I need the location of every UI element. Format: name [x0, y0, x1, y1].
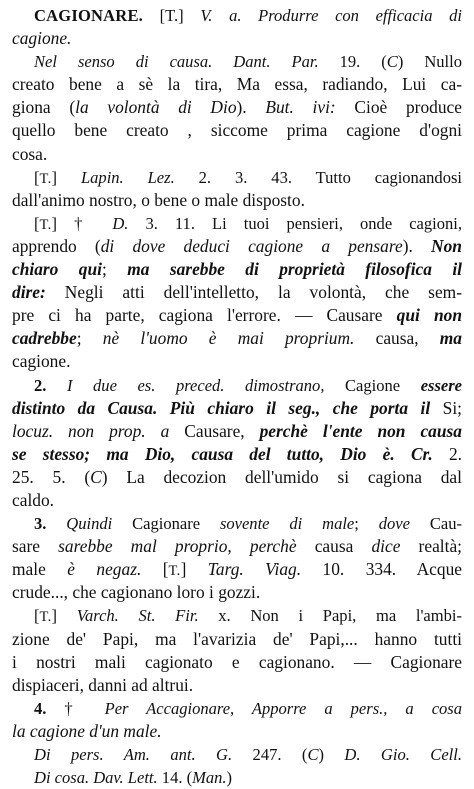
text-run: causa: [296, 536, 372, 557]
entry-line: [12, 4, 462, 27]
text-run: 2. 3. 43. Tutto cagionandosi: [174, 167, 462, 187]
entry-line: [12, 651, 462, 674]
text-run: 3. 11. Li tuoi pensieri, onde cagioni,: [128, 213, 462, 233]
text-run: Per Accagionare, Apporre a pers., a cosa: [104, 698, 463, 718]
text-run: dall'animo nostro, o bene o male disposto.: [12, 189, 305, 210]
text-run: ma sarebbe di proprietà filosofica il: [127, 259, 463, 280]
entry-line: [12, 235, 462, 258]
entry-line: [12, 119, 462, 142]
entry-line: [12, 96, 462, 119]
text-run: D. Gio. Cell.: [344, 745, 462, 764]
entry-line: [12, 535, 462, 558]
text-run: crude..., che cagionano loro i gozzi.: [12, 582, 261, 603]
text-run: dispiaceri, danni ad altrui.: [12, 674, 194, 695]
text-run: sovente di male: [219, 514, 355, 534]
entry-line: [12, 166, 462, 189]
text-run: Varch. St. Fir.: [76, 606, 199, 626]
text-run: ) La decozion dell'umido si cagiona dal: [101, 466, 462, 487]
text-run: 2.: [34, 375, 67, 395]
text-run: 3.: [34, 514, 67, 534]
entry-line: [12, 189, 462, 212]
entry-line: [12, 50, 462, 73]
entry-line: [12, 628, 462, 651]
text-run: T.: [168, 563, 181, 580]
text-run: se stesso; ma Dio, causa del tutto, Dio è. Cr.: [12, 443, 433, 464]
text-run: i nostri mali cagionato e cagionano. — Cagionare: [12, 651, 462, 672]
entry-line: [12, 697, 462, 720]
text-run: C: [90, 466, 102, 487]
text-run: Di cosa. Dav. Lett.: [34, 768, 158, 788]
text-run: dire:: [12, 282, 46, 303]
text-run: ] †: [51, 213, 113, 233]
entry-line: [12, 143, 462, 166]
text-run: caldo.: [12, 489, 55, 510]
text-run: Cau-: [409, 514, 463, 534]
entry-line: [12, 350, 462, 373]
text-run: perchè l'ente non causa: [259, 420, 462, 441]
text-run: Non: [431, 235, 462, 256]
text-run: distinto da Causa.: [12, 397, 158, 418]
text-run: Nel senso di causa. Dant. Par.: [34, 52, 319, 72]
entry-line: [12, 512, 462, 535]
text-run: pre ci ha parte, cagiona l'errore. — Causare: [12, 305, 397, 326]
text-run: qui non: [396, 305, 462, 326]
text-run: sarebbe mal proprio, perchè: [58, 536, 297, 557]
text-run: ]: [180, 559, 208, 580]
entry-line: [12, 466, 462, 489]
entry-line: [12, 558, 462, 581]
text-run: C: [307, 745, 319, 764]
text-run: Man.: [192, 768, 227, 788]
entry-line: [12, 374, 462, 397]
text-run: di dove deduci cagione a pensare: [100, 235, 403, 256]
text-run: dice: [371, 536, 401, 557]
text-run: cagione.: [12, 351, 71, 372]
text-run: 25. 5. (: [12, 466, 91, 487]
headword: CAGIONARE.: [34, 6, 144, 25]
text-run: 4.: [34, 698, 65, 718]
entry-line: [12, 489, 462, 512]
entry-line: [12, 720, 462, 743]
entry-line: [12, 766, 462, 789]
text-run: cosa.: [12, 143, 48, 164]
text-run: 2.: [432, 443, 463, 464]
text-run: apprendo (: [12, 235, 101, 256]
text-run: ).: [402, 235, 432, 256]
entry-line: [12, 304, 462, 327]
entry-line: [12, 397, 462, 420]
text-run: 10. 334. Acque: [301, 559, 462, 580]
text-run: Targ. Viag.: [207, 559, 302, 580]
text-run: la cagione d'un male.: [12, 720, 162, 741]
text-run: creato bene a sè la tira, Ma essa, radiando, Lui ca-: [12, 74, 462, 95]
text-run: 19. (: [318, 52, 387, 72]
text-run: T.: [39, 609, 52, 626]
text-run: giona (: [12, 97, 76, 118]
text-run: ma: [439, 328, 463, 349]
entry-line: [12, 443, 462, 466]
text-run: Negli atti dell'intelletto, la volontà, che sem-: [45, 282, 462, 303]
text-run: [: [34, 213, 40, 233]
text-run: ): [318, 745, 345, 764]
text-run: [: [34, 167, 40, 187]
text-run: C: [386, 52, 398, 72]
entry-line: [12, 604, 462, 627]
text-run: cagione.: [12, 28, 72, 49]
text-run: †: [64, 698, 105, 718]
text-run: causa,: [354, 328, 440, 349]
entry-line: [12, 281, 462, 304]
entry-line: [12, 212, 462, 235]
text-run: T.: [39, 170, 52, 187]
text-run: Quindi: [66, 514, 113, 534]
text-run: locuz. non prop. a: [12, 420, 170, 441]
text-run: V. a. Produrre con efficacia di: [200, 6, 463, 25]
text-run: nè l'uomo è mai proprium.: [102, 328, 355, 349]
entry-line: [12, 27, 462, 50]
text-run: x. Non i Papi, ma l'ambi-: [198, 606, 462, 626]
text-run: ]: [51, 606, 77, 626]
text-run: ;: [101, 259, 128, 280]
text-run: cadrebbe: [12, 328, 77, 349]
text-run: Di pers. Am. ant. G.: [34, 745, 233, 764]
entry-line: [12, 258, 462, 281]
text-run: Lapin. Lez.: [80, 167, 175, 187]
text-run: dove: [378, 514, 410, 534]
text-run: chiaro qui: [12, 259, 102, 280]
text-run: T.: [39, 216, 52, 233]
text-run: 14. (: [157, 768, 193, 788]
text-run: la volontà di Dio: [75, 97, 237, 118]
entry-line: [12, 420, 462, 443]
text-run: è negaz.: [67, 559, 142, 580]
text-run: essere: [420, 375, 463, 395]
text-run: [: [34, 606, 40, 626]
text-run: ) Nullo: [397, 52, 462, 72]
text-run: Si;: [430, 397, 462, 418]
text-run: ;: [76, 328, 103, 349]
entry-line: [12, 581, 462, 604]
text-run: Causare,: [169, 420, 260, 441]
text-run: I due es. preced. dimostrano,: [66, 375, 325, 395]
text-run: quello bene creato , siccome prima cagione d'ogni: [12, 120, 462, 141]
text-run: [: [141, 559, 169, 580]
text-run: Cioè produce: [335, 97, 462, 118]
entry-line: [12, 743, 462, 766]
text-run: realtà;: [400, 536, 462, 557]
entry-line: [12, 327, 462, 350]
text-run: sare: [12, 536, 59, 557]
text-run: Più chiaro il seg., che porta il: [169, 397, 431, 418]
text-run: But. ivi:: [265, 97, 336, 118]
text-run: male: [12, 559, 68, 580]
text-run: Cagionare: [112, 514, 220, 534]
text-run: [157, 398, 169, 418]
entry-line: [12, 73, 462, 96]
text-run: D.: [112, 213, 129, 233]
text-run: ;: [354, 514, 379, 534]
text-run: 247. (: [232, 745, 308, 764]
text-run: [T.]: [143, 6, 201, 25]
text-run: ]: [51, 167, 81, 187]
text-run: Cagione: [324, 375, 421, 395]
text-run: ): [226, 768, 233, 788]
text-run: ).: [236, 97, 266, 118]
entry-line: [12, 674, 462, 697]
text-run: zione de' Papi, ma l'avarizia de' Papi,... hanno tutti: [12, 628, 462, 649]
